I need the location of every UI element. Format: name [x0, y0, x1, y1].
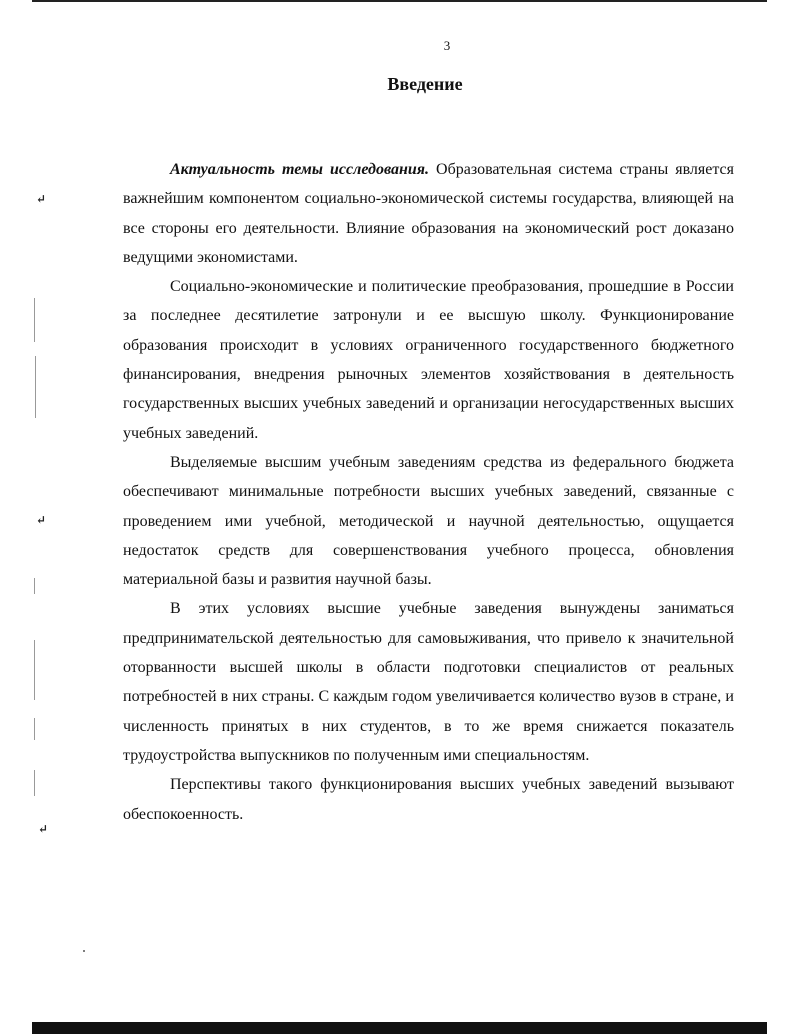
paragraph-budget: Выделяемые высшим учебным заведениям средства из федерального бюджета обеспечивают минимальные потребности высших учебных заведений, связанные с проведением ими учебной, методической и научной деятельностью, ощущается недостаток средств для совершенствования учебного процесса, обновления материальной базы и развития научной базы.	[123, 453, 734, 589]
bottom-scan-border	[32, 1022, 767, 1034]
scan-artifact	[34, 640, 35, 700]
top-scan-border	[32, 0, 767, 2]
page-title: Введение	[387, 74, 463, 94]
paragraph-conditions: В этих условиях высшие учебные заведения вынуждены заниматься предпринимательской деятельностью для самовыживания, что привело к значительной оторванности высшей школы в области подготовки специалистов от реальных потребностей в них страны. С каждым годом увеличивается количество вузов в стране, и численность принятых в них студентов, в то же время снижается показатель трудоустройства выпускников по полученным ими специальностям.	[123, 600, 734, 764]
paragraph-relevance	[123, 155, 734, 272]
scan-artifact	[35, 356, 36, 418]
page-number: 3	[443, 38, 451, 53]
scan-artifact	[34, 718, 35, 740]
paragraph-text: Образовательная система страны является важнейшим компонентом социально-экономической системы государства, влияющей на все стороны его деятельности. Влияние образования на экономический рост доказано ведущими экономистами.	[123, 161, 735, 266]
body-text	[123, 155, 734, 829]
paragraph-mark-icon: ↵	[36, 513, 47, 527]
scan-speck	[83, 950, 85, 952]
scan-artifact	[34, 578, 35, 594]
paragraph-mark-icon: ↵	[38, 822, 49, 836]
scan-artifact	[34, 770, 35, 796]
paragraph-mark-icon: ↵	[36, 192, 47, 206]
scan-artifact	[34, 298, 35, 342]
paragraph-perspectives: Перспективы такого функционирования высших учебных заведений вызывают обеспокоенность.	[123, 776, 734, 823]
paragraph-transformations: Социально-экономические и политические преобразования, прошедшие в России за последнее десятилетие затронули и ее высшую школу. Функционирование образования происходит в условиях ограниченного государственного бюджетного финансирования, внедрения рыночных элементов хозяйствования в деятельность государственных высших учебных заведений и организации негосударственных высших учебных заведений.	[123, 278, 734, 442]
paragraph-lead: Актуальность темы исследования.	[170, 161, 430, 178]
